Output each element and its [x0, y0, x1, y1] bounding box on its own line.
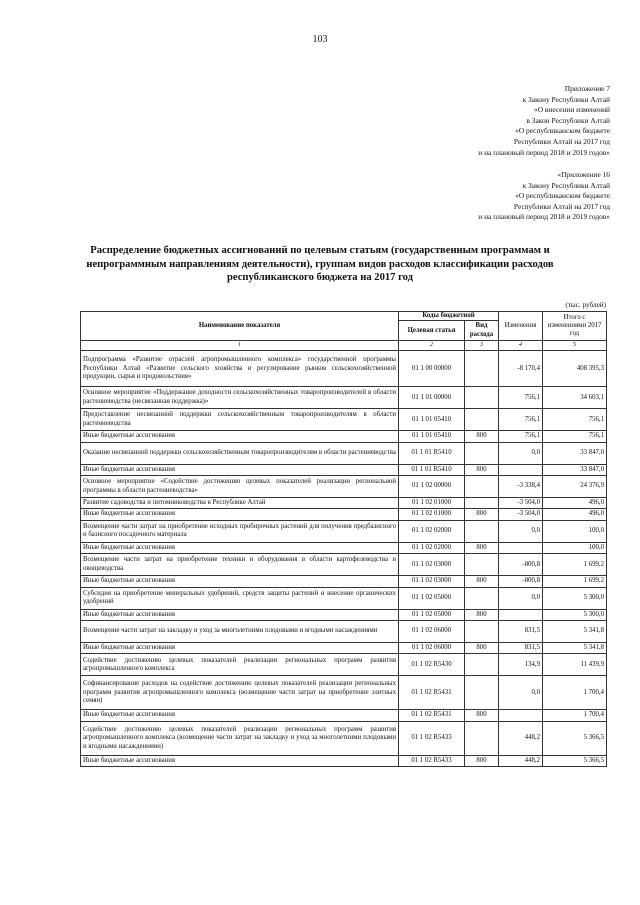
table-row: [81, 520, 607, 542]
row-change: [499, 464, 543, 475]
row-change: [499, 609, 543, 620]
table-row: [81, 498, 607, 509]
row-target-code: 01 1 02 05000: [399, 609, 465, 620]
header-name: Наименование показателя: [81, 312, 399, 341]
row-total: 756,1: [543, 409, 607, 431]
header-vid: Вид расхода: [465, 321, 499, 341]
row-expense-type: [465, 520, 499, 542]
row-expense-type: [465, 554, 499, 576]
table-row: [81, 409, 607, 431]
row-target-code: 01 1 02 R5433: [399, 755, 465, 766]
row-change: 0,0: [499, 676, 543, 710]
row-change: 0,0: [499, 442, 543, 464]
row-expense-type: [465, 654, 499, 676]
table-row: [81, 442, 607, 464]
table-row: [81, 509, 607, 520]
row-expense-type: 800: [465, 755, 499, 766]
table-row: [81, 542, 607, 553]
row-target-code: 01 1 02 00000: [399, 476, 465, 498]
table-row: [81, 351, 607, 387]
table-row: [81, 609, 607, 620]
row-expense-type: 800: [465, 542, 499, 553]
row-expense-type: [465, 409, 499, 431]
appendix-7-line: Приложение 7: [564, 84, 610, 93]
row-expense-type: [465, 498, 499, 509]
row-total: 1 699,2: [543, 554, 607, 576]
row-change: 756,1: [499, 431, 543, 442]
row-name: Предоставление несвязанной поддержки сельскохозяйственным товаропроизводителям в области растениеводства: [81, 409, 399, 431]
appendix-16-line: и на плановый период 2018 и 2019 годов»: [478, 212, 610, 222]
row-total: 11 439,9: [543, 654, 607, 676]
appendix-16-line: Республики Алтай на 2017 год: [513, 201, 610, 211]
header-total: Итого с изменениями 2017 год: [543, 312, 607, 341]
table-row: [81, 476, 607, 498]
row-name: Софинансирование расходов на содействие достижению целевых показателей реализации региональных программ развития агропромышленного комплекса (возмещение части затрат на приобретение элитных семян): [81, 676, 399, 710]
row-change: 756,1: [499, 409, 543, 431]
table-row: [81, 387, 607, 409]
appendix-7-line: «О республиканском бюджете: [515, 126, 610, 136]
row-name: Возмещение части затрат на приобретение техники и оборудования в области картофелеводства и овощеводства: [81, 554, 399, 576]
table-body: [81, 351, 607, 767]
appendix-16-line: к Закону Республики Алтай: [522, 180, 610, 190]
row-change: [499, 710, 543, 721]
row-target-code: 01 1 02 05000: [399, 587, 465, 609]
row-total: 100,0: [543, 520, 607, 542]
row-total: 24 376,9: [543, 476, 607, 498]
row-target-code: 01 1 02 01000: [399, 509, 465, 520]
row-name: Возмещение части затрат на приобретение исходных пробирочных растений для получения предбазисного и базисного посадочного материала: [81, 520, 399, 542]
row-change: 448,2: [499, 755, 543, 766]
row-total: 5 366,5: [543, 721, 607, 755]
appendix-7-line: «О внесении изменений: [534, 105, 610, 115]
row-change: 0,0: [499, 587, 543, 609]
row-total: 34 603,1: [543, 387, 607, 409]
table-row: [81, 587, 607, 609]
page-number: 103: [312, 34, 328, 45]
appendix-16-line: «Приложение 16: [557, 170, 610, 179]
column-numbers-row: [81, 341, 607, 351]
row-name: Основное мероприятие «Содействие достижению целевых показателей реализации региональной программы в области растениеводства»: [81, 476, 399, 498]
row-target-code: 01 1 02 01000: [399, 498, 465, 509]
table-row: [81, 654, 607, 676]
row-name: Иные бюджетные ассигнования: [81, 509, 399, 520]
row-total: 408 395,3: [543, 351, 607, 387]
row-total: 756,1: [543, 431, 607, 442]
row-name: Иные бюджетные ассигнования: [81, 431, 399, 442]
row-change: -800,8: [499, 576, 543, 587]
row-target-code: 01 1 02 06000: [399, 621, 465, 643]
row-expense-type: [465, 587, 499, 609]
row-target-code: 01 1 02 R5430: [399, 654, 465, 676]
row-target-code: 01 1 02 02000: [399, 542, 465, 553]
col-number: 3: [465, 341, 499, 351]
row-name: Иные бюджетные ассигнования: [81, 710, 399, 721]
table-row: [81, 721, 607, 755]
row-expense-type: [465, 442, 499, 464]
row-name: Развитие садоводства и питомниководства в Республике Алтай: [81, 498, 399, 509]
row-change: [499, 542, 543, 553]
row-name: Иные бюджетные ассигнования: [81, 576, 399, 587]
row-change: -8 170,4: [499, 351, 543, 387]
header-codes: Коды бюджетной: [399, 312, 499, 321]
row-total: 33 847,0: [543, 464, 607, 475]
row-total: 496,0: [543, 498, 607, 509]
row-expense-type: 800: [465, 609, 499, 620]
row-target-code: 01 1 02 R5431: [399, 710, 465, 721]
row-expense-type: [465, 476, 499, 498]
row-expense-type: 800: [465, 431, 499, 442]
row-total: 5 300,0: [543, 587, 607, 609]
row-name: Содействие достижению целевых показателей реализации региональных программ развития агропромышленного комплекса: [81, 654, 399, 676]
appendix-7-caption: [478, 84, 610, 158]
row-name: Субсидия на приобретение минеральных удобрений, средств защиты растений и внесение органических удобрений: [81, 587, 399, 609]
row-target-code: 01 1 01 R5410: [399, 442, 465, 464]
row-name: Иные бюджетные ассигнования: [81, 755, 399, 766]
appendix-16-caption: [478, 170, 610, 223]
header-change: Изменения: [499, 312, 543, 341]
row-expense-type: [465, 351, 499, 387]
row-expense-type: 800: [465, 710, 499, 721]
header-target: Целевая статья: [399, 321, 465, 341]
appendix-7-line: и на плановый период 2018 и 2019 годов»: [478, 147, 610, 157]
row-expense-type: 800: [465, 576, 499, 587]
row-change: 134,9: [499, 654, 543, 676]
row-total: 496,0: [543, 509, 607, 520]
table-row: [81, 676, 607, 710]
row-change: 756,1: [499, 387, 543, 409]
row-name: Оказание несвязанной поддержки сельскохозяйственным товаропроизводителям в области растениеводства: [81, 442, 399, 464]
row-expense-type: [465, 387, 499, 409]
row-name: Основное мероприятие «Поддержание доходности сельскохозяйственных товаропроизводителей в области растениеводства (несвязанная поддержка)»: [81, 387, 399, 409]
row-total: 33 847,0: [543, 442, 607, 464]
row-change: -800,8: [499, 554, 543, 576]
row-total: 5 300,0: [543, 609, 607, 620]
row-total: 5 366,5: [543, 755, 607, 766]
row-change: 831,5: [499, 621, 543, 643]
appendix-16-line: «О республиканском бюджете: [515, 191, 610, 201]
row-target-code: 01 1 02 03000: [399, 554, 465, 576]
table-row: [81, 710, 607, 721]
row-total: 100,0: [543, 542, 607, 553]
row-target-code: 01 1 01 05410: [399, 409, 465, 431]
col-number: 1: [81, 341, 399, 351]
row-name: Подпрограмма «Развитие отраслей агропромышленного комплекса» государственной программы Республики Алтай «Развитие сельского хозяйства и регулирование рынков сельскохозяйственной продукции, сырья и продовольствия»: [81, 351, 399, 387]
document-title: Распределение бюджетных ассигнований по целевым статьям (государственным программам и непрограммным направлениям деятельности), группам видов расходов классификации расходов республиканского бюджета на 2017 год: [86, 245, 554, 283]
col-number: 5: [543, 341, 607, 351]
table-row: [81, 576, 607, 587]
appendix-7-line: к Закону Республики Алтай: [522, 94, 610, 104]
row-expense-type: 800: [465, 464, 499, 475]
row-name: Иные бюджетные ассигнования: [81, 609, 399, 620]
row-change: 0,0: [499, 520, 543, 542]
row-target-code: 01 1 02 06000: [399, 643, 465, 654]
table-row: [81, 643, 607, 654]
col-number: 2: [399, 341, 465, 351]
row-expense-type: 800: [465, 643, 499, 654]
row-total: 1 700,4: [543, 710, 607, 721]
row-expense-type: [465, 676, 499, 710]
appendix-7-line: в Закон Республики Алтай: [526, 115, 610, 125]
row-target-code: 01 1 02 02000: [399, 520, 465, 542]
table-row: [81, 755, 607, 766]
row-target-code: 01 1 02 R5431: [399, 676, 465, 710]
row-target-code: 01 1 01 R5410: [399, 464, 465, 475]
row-expense-type: [465, 721, 499, 755]
row-total: 5 341,8: [543, 643, 607, 654]
row-target-code: 01 1 01 00000: [399, 387, 465, 409]
row-name: Иные бюджетные ассигнования: [81, 464, 399, 475]
row-change: -3 338,4: [499, 476, 543, 498]
col-number: 4: [499, 341, 543, 351]
row-name: Иные бюджетные ассигнования: [81, 643, 399, 654]
row-target-code: 01 1 02 R5433: [399, 721, 465, 755]
row-expense-type: 800: [465, 509, 499, 520]
table-row: [81, 464, 607, 475]
row-total: 5 341,8: [543, 621, 607, 643]
row-name: Содействие достижению целевых показателей реализации региональных программ развития агропромышленного комплекса (возмещение части затрат на закладку и уход за многолетними плодовыми и ягодными насаждениями): [81, 721, 399, 755]
budget-table: [80, 311, 607, 767]
table-row: [81, 554, 607, 576]
row-change: 831,5: [499, 643, 543, 654]
row-name: Возмещение части затрат на закладку и уход за многолетними плодовыми и ягодными насаждениями: [81, 621, 399, 643]
row-name: Иные бюджетные ассигнования: [81, 542, 399, 553]
row-change: -3 504,0: [499, 498, 543, 509]
row-target-code: 01 1 01 05410: [399, 431, 465, 442]
row-total: 1 699,2: [543, 576, 607, 587]
row-change: -3 504,0: [499, 509, 543, 520]
units-label: (тыс. рублей): [565, 301, 606, 309]
row-total: 1 700,4: [543, 676, 607, 710]
row-target-code: 01 1 02 03000: [399, 576, 465, 587]
row-expense-type: [465, 621, 499, 643]
row-change: 448,2: [499, 721, 543, 755]
appendix-7-line: Республики Алтай на 2017 год: [513, 136, 610, 146]
table-row: [81, 431, 607, 442]
row-target-code: 01 1 00 00000: [399, 351, 465, 387]
table-row: [81, 621, 607, 643]
